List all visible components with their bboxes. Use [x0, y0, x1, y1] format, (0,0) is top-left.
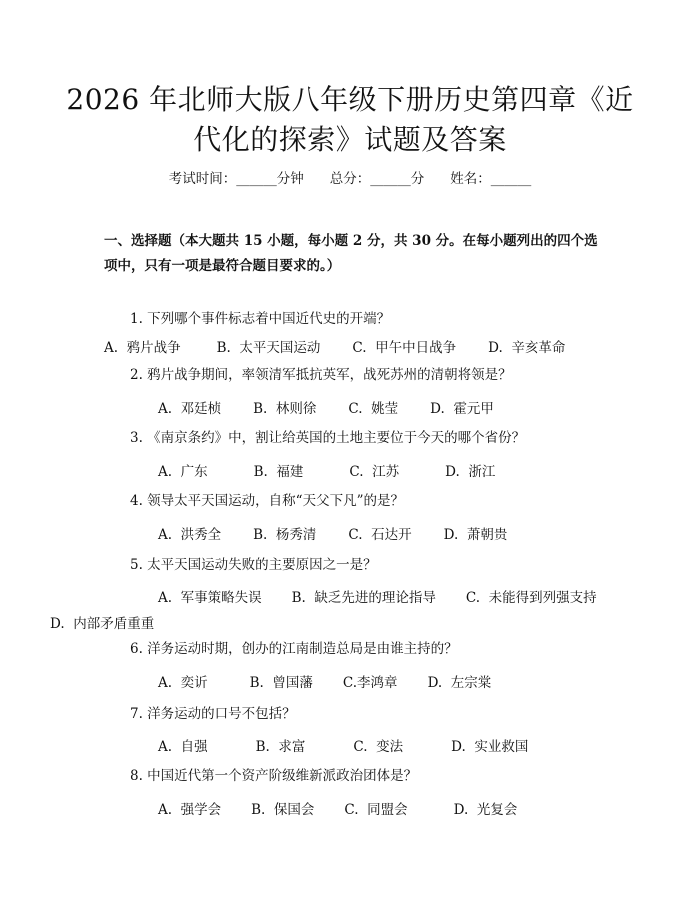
document-title-line-1: 2026 年北师大版八年级下册历史第四章《近 [66, 83, 634, 116]
option: C.李鸿章 [342, 675, 398, 691]
question-options [50, 585, 600, 637]
option: C. 石达开 [348, 527, 412, 543]
score-blank: ______ [370, 171, 411, 187]
option: A. 强学会 [158, 802, 222, 818]
time-unit: 分钟 [276, 171, 304, 187]
option: C. 姚莹 [348, 401, 399, 417]
option: A. 鸦片战争 [104, 340, 181, 356]
question-stem: 3. 《南京条约》中，割让给英国的土地主要位于今天的哪个省份？ [130, 430, 526, 446]
option: B. 福建 [253, 464, 304, 480]
option: A. 自强 [158, 739, 208, 755]
option: D. 左宗棠 [427, 675, 492, 691]
question-options [104, 309, 600, 361]
option: A. 广东 [158, 464, 208, 480]
option: B. 保国会 [251, 802, 315, 818]
option: C. 未能得到列强支持 [465, 590, 597, 606]
option: A. 洪秀全 [158, 527, 222, 543]
score-label: 总分： [329, 171, 371, 187]
option: A. 奕䜣 [158, 675, 208, 691]
option: C. 同盟会 [344, 802, 408, 818]
option: D. 浙江 [445, 464, 496, 480]
option: B. 缺乏先进的理论指导 [291, 590, 436, 606]
question-stem: 1. 下列哪个事件标志着中国近代史的开端？ [130, 311, 391, 327]
name-blank: ______ [490, 171, 532, 187]
question-stem: 4. 领导太平天国运动，自称“天父下凡”的是？ [130, 493, 404, 509]
option: B. 林则徐 [253, 401, 317, 417]
name-label: 姓名： [450, 171, 491, 187]
question-options [158, 734, 654, 760]
option: C. 甲午中日战争 [352, 340, 457, 356]
time-blank: ______ [236, 171, 277, 187]
option: D. 内部矛盾重重 [50, 616, 155, 632]
option: D. 辛亥革命 [488, 340, 566, 356]
question-options [158, 522, 654, 548]
time-label: 考试时间： [168, 171, 237, 187]
score-unit: 分 [410, 171, 425, 187]
option: D. 霍元甲 [430, 401, 494, 417]
option: A. 邓廷桢 [158, 401, 222, 417]
question-options [158, 797, 654, 823]
question-options [158, 670, 654, 696]
option: B. 求富 [255, 739, 306, 755]
option: A. 军事策略失误 [158, 590, 262, 606]
option: D. 萧朝贵 [443, 527, 508, 543]
option: D. 光复会 [453, 802, 518, 818]
question-stem: 5. 太平天国运动失败的主要原因之一是？ [130, 557, 377, 573]
question-stem: 6. 洋务运动时期，创办的江南制造总局是由谁主持的？ [130, 641, 458, 657]
option: C. 变法 [353, 739, 404, 755]
section-heading: 一、选择题（本大题共 15 小题，每小题 2 分，共 30 分。在每小题列出的四个选项中，只有一项是最符合题目要求的。） [104, 233, 598, 274]
option: C. 江苏 [349, 464, 400, 480]
option: B. 太平天国运动 [216, 340, 321, 356]
question-options [158, 396, 654, 422]
option: B. 杨秀清 [253, 527, 317, 543]
question-stem: 2. 鸦片战争期间，率领清军抵抗英军，战死苏州的清朝将领是？ [130, 367, 512, 383]
document-title-line-2: 代化的探索》试题及答案 [193, 123, 507, 156]
question-stem: 8. 中国近代第一个资产阶级维新派政治团体是？ [130, 768, 418, 784]
option: D. 实业救国 [451, 739, 529, 755]
option: B. 曾国藩 [249, 675, 313, 691]
question-options [158, 459, 654, 485]
exam-meta [0, 169, 700, 189]
question-stem: 7. 洋务运动的口号不包括？ [130, 706, 296, 722]
